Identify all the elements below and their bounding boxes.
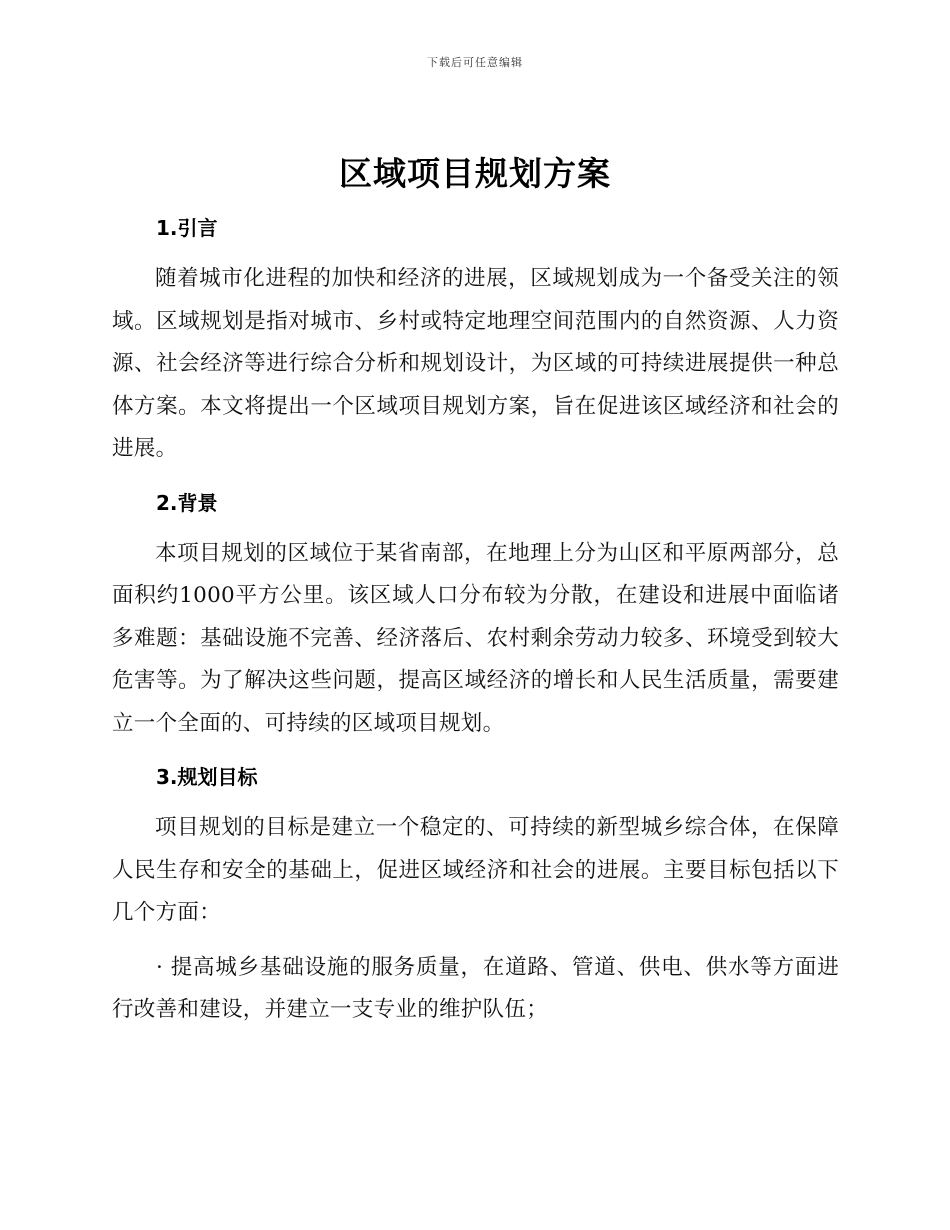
page-title: 区域项目规划方案 bbox=[339, 154, 611, 193]
paragraph: 随着城市化进程的加快和经济的进展，区域规划成为一个备受关注的领域。区域规划是指对城市、乡村或特定地理空间范围内的自然资源、人力资源、社会经济等进行综合分析和规划设计，为区域的可持续进展提供一种总体方案。本文将提出一个区域项目规划方案，旨在促进该区域经济和社会的进展。 bbox=[112, 266, 839, 461]
document-body bbox=[112, 196, 839, 1032]
section-background bbox=[112, 483, 839, 746]
paragraph: 本项目规划的区域位于某省南部，在地理上分为山区和平原两部分，总面积约1000平方公里。该区域人口分布较为分散，在建设和进展中面临诸多难题：基础设施不完善、经济落后、农村剩余劳动力较多、环境受到较大危害等。为了解决这些问题，提高区域经济的增长和人民生活质量，需要建立一个全面的、可持续的区域项目规划。 bbox=[112, 540, 839, 736]
page-header-note: 下载后可任意编辑 bbox=[427, 56, 523, 69]
section-introduction bbox=[112, 208, 839, 471]
section-heading: 1.引言 bbox=[156, 216, 218, 240]
section-heading: 2.背景 bbox=[156, 490, 218, 515]
bullet-item: · 提高城乡基础设施的服务质量，在道路、管道、供电、供水等方面进行改善和建设，并建立一支专业的维护队伍； bbox=[112, 954, 839, 1022]
section-goals bbox=[112, 757, 839, 1032]
section-heading: 3.规划目标 bbox=[156, 765, 258, 789]
paragraph: 项目规划的目标是建立一个稳定的、可持续的新型城乡综合体，在保障人民生存和安全的基础上，促进区域经济和社会的进展。主要目标包括以下几个方面： bbox=[112, 815, 839, 925]
